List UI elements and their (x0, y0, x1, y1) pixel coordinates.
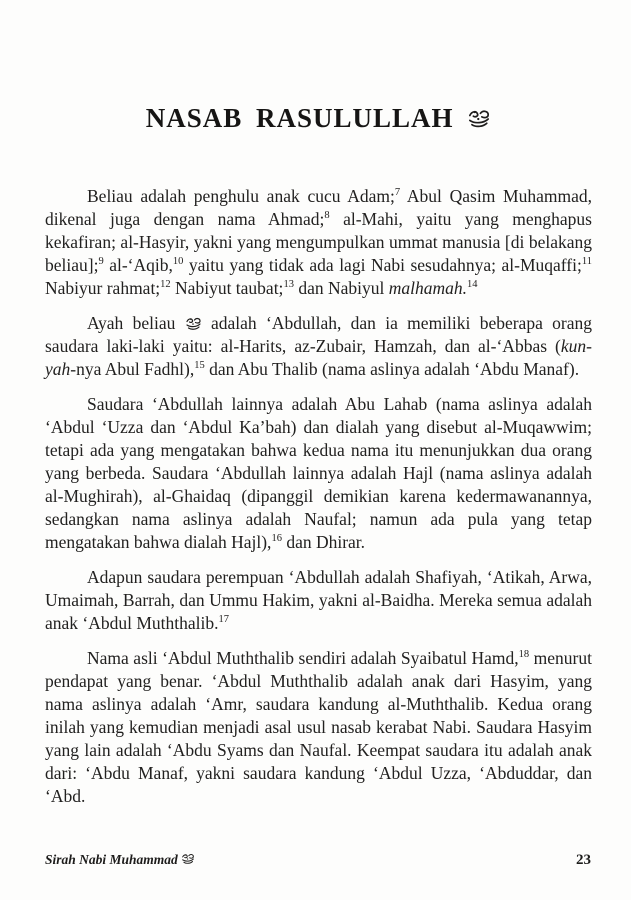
text-segment: malhamah. (388, 278, 467, 298)
footnote-ref: 18 (518, 649, 530, 661)
footer-book-title (45, 852, 195, 868)
text-segment: -nya Abul Fadhl), (70, 359, 195, 379)
page-footer (45, 852, 591, 869)
text-segment: yaitu yang tidak ada lagi Nabi sesudahnya; al-Muqaffi; (183, 255, 582, 275)
text-segment: Adapun saudara perempuan ‘Abdullah adalah Shafiyah, ‘Atikah, Arwa, Umaimah, Barrah, dan Ummu Hakim, yakni al-Baidha. Mereka semua adalah anak ‘Abdul Muththalib. (45, 567, 592, 633)
text-segment: Saudara ‘Abdullah lainnya adalah Abu Lahab (nama aslinya adalah ‘Abdul ‘Uzza dan ‘Abdul Ka’bah) dan dialah yang disebut al-Muqawwim; tetapi ada yang mengatakan bahwa kedua nama itu menunjukkan dua orang yang berbeda. Saudara ‘Abdullah lainnya adalah Hajl (nama aslinya adalah al-Mughirah), al-Ghaidaq (dipanggil demikian karena kedermawanannya, sedangkan nama aslinya adalah Naufal; namun ada pula yang tetap mengatakan bahwa dialah Hajl), (45, 394, 592, 552)
page-title (45, 100, 592, 136)
footnote-ref: 7 (394, 187, 401, 199)
footnote-ref: 8 (324, 210, 330, 222)
paragraph (45, 312, 592, 381)
text-segment: Ayah beliau (87, 313, 185, 333)
text-segment: menurut pendapat yang benar. ‘Abdul Muththalib adalah anak dari Hasyim, yang nama aslinya adalah ‘Amr, saudara kandung al-Muththalib. Kedua orang inilah yang kemudian menjadi asal usul nasab kerabat Nabi. Saudara Hasyim yang lain adalah ‘Abdu Syams dan Naufal. Keempat saudara itu adalah anak dari: ‘Abdu Manaf, yakni saudara kandung ‘Abdul Uzza, ‘Abduddar, dan ‘Abd. (45, 648, 592, 806)
text-segment: al-‘Aqib, (103, 255, 173, 275)
text-segment: al-Mahi, yaitu yang menghapus kekafiran; al-Hasyir, yakni yang mengumpulkan ummat manusia [di belakang beliau]; (45, 209, 592, 275)
text-segment: adalah ‘Abdullah, dan ia memiliki beberapa orang saudara laki-laki yaitu: al-Harits, az-Zubair, Hamzah, dan al-‘Abbas ( (45, 313, 593, 356)
text-segment: Abul Qasim Muhammad, dikenal juga dengan nama Ahmad; (45, 186, 592, 229)
footnote-ref: 9 (98, 256, 104, 268)
paragraph (45, 185, 592, 300)
text-segment: dan Dhirar. (281, 532, 366, 552)
saw-honorific-icon (185, 317, 202, 331)
text-segment: kun-yah (45, 336, 592, 379)
text-segment: Beliau adalah penghulu anak cucu Adam; (87, 186, 395, 206)
footnote-ref: 11 (581, 256, 592, 268)
saw-honorific-icon (181, 853, 195, 865)
text-segment: dan Nabiyul (293, 278, 389, 298)
body-text (45, 185, 592, 808)
page-title-text: NASAB RASULULLAH (145, 103, 454, 133)
footnote-ref: 12 (160, 279, 171, 291)
saw-honorific-icon (467, 109, 491, 129)
paragraph (45, 566, 592, 635)
footnote-ref: 13 (283, 279, 294, 291)
paragraph (45, 647, 592, 808)
text-segment: Nabiyut taubat; (170, 278, 284, 298)
footnote-ref: 10 (172, 256, 184, 268)
footer-book-title-text: Sirah Nabi Muhammad (45, 852, 178, 867)
text-segment: dan Abu Thalib (nama aslinya adalah ‘Abdu Manaf). (204, 359, 580, 379)
text-segment: Nabiyur rahmat; (45, 278, 161, 298)
footnote-ref: 14 (466, 279, 478, 291)
footnote-ref: 17 (218, 614, 230, 626)
text-segment: Nama asli ‘Abdul Muththalib sendiri adalah Syaibatul Hamd, (87, 648, 519, 668)
page-number: 23 (576, 852, 591, 868)
footnote-ref: 15 (194, 360, 205, 372)
paragraph (45, 393, 592, 554)
footnote-ref: 16 (271, 533, 282, 545)
